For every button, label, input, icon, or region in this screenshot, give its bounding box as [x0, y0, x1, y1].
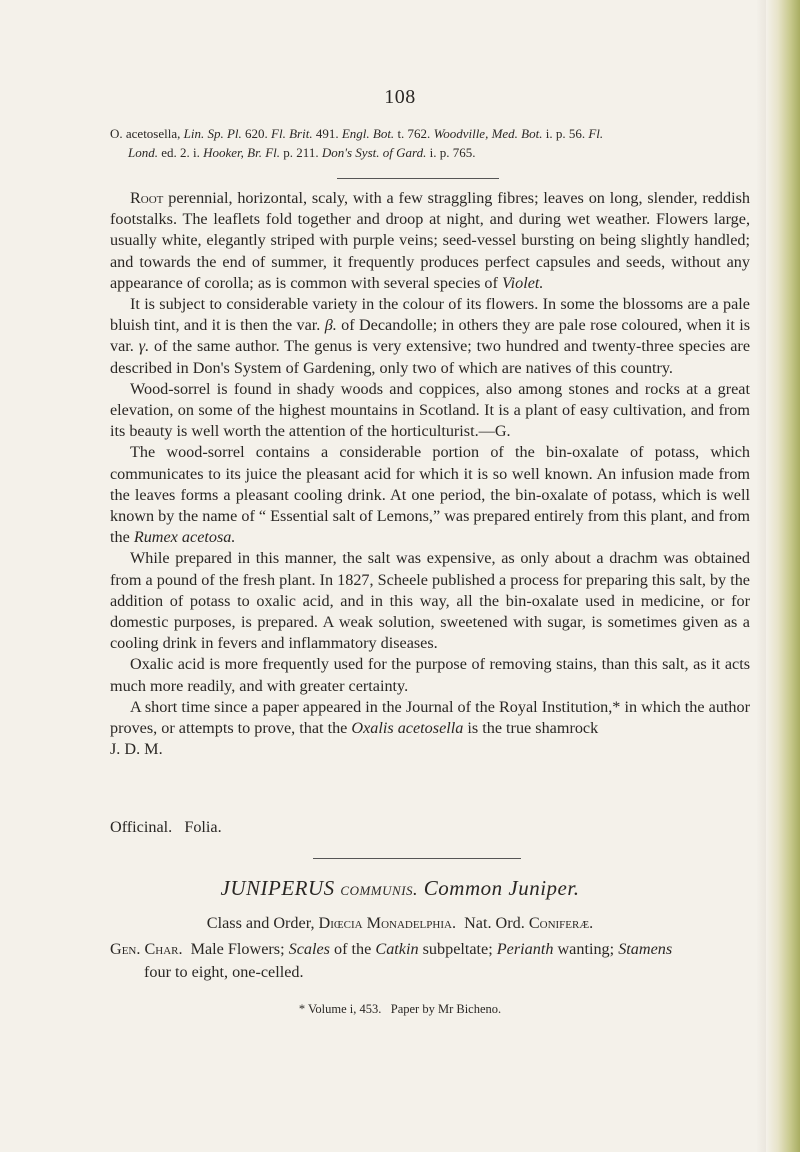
paragraph-oxalic-acid: Oxalic acid is more frequently used for the purpose of removing stains, than this salt, as it acts much more readily, and with greater certainty.: [110, 655, 750, 695]
references-line-2: Lond. ed. 2. i. Hooker, Br. Fl. p. 211. Don's Syst. of Gard. i. p. 765.: [128, 145, 476, 160]
genus-name: JUNIPERUS: [220, 876, 335, 900]
paragraph-preparation: While prepared in this manner, the salt was expensive, as only about a drachm was obtained from a pound of the fresh plant. In 1827, Scheele published a process for preparing this salt, by the addition of potass to oxalic acid, and in this way, all the bin-oxalate used in medicine, or for domestic purposes, is prepared. A weak solution, sweetened with sugar, is sometimes given as a cooling drink in fevers and inflammatory diseases.: [110, 549, 750, 653]
species-heading: [0, 876, 800, 901]
page-number: 108: [384, 86, 416, 108]
paragraph-variety: It is subject to considerable variety in the colour of its flowers. In some the blossoms are a pale bluish tint, and it is then the var. β. of Decandolle; in others they are pale rose coloured, when it is var. γ. of the same author. The genus is very extensive; two hundred and twenty-three species are described in Don's System of Gardening, only two of which are natives of this country.: [110, 295, 751, 377]
footnote: * Volume i, 453. Paper by Mr Bicheno.: [298, 1002, 502, 1016]
paragraph-root: Root perennial, horizontal, scaly, with a few straggling fibres; leaves on long, slender, reddish footstalks. The leaflets fold together and droop at night, and during wet weather. Flowers large, usually white, elegantly striped with purple veins; seed-vessel bursting on being slightly handled; and towards the end of summer, it frequently produces perfect capsules and seeds, without any appearance of corolla; as is common with several species of Violet.: [110, 189, 750, 292]
common-name: Common Juniper.: [423, 876, 580, 900]
generic-character-line-1: Gen. Char. Male Flowers; Scales of the Catkin subpeltate; Perianth wanting; Stamens: [110, 940, 673, 958]
generic-character: [110, 938, 750, 984]
generic-character-line-2: four to eight, one-celled.: [144, 963, 304, 981]
references-block: [110, 124, 750, 162]
paragraph-shamrock: A short time since a paper appeared in the Journal of the Royal Institution,* in which the author proves, or attempts to prove, that the Oxalis acetosella is the true shamrock: [110, 697, 750, 738]
page-edge: [766, 0, 800, 1152]
officinal-line: Officinal. Folia.: [110, 818, 222, 836]
page-edge-shadow: [756, 0, 766, 1152]
references-line-1: O. acetosella, Lin. Sp. Pl. 620. Fl. Brit. 491. Engl. Bot. t. 762. Woodville, Med. Bot. i. p. 56. Fl.: [110, 126, 604, 141]
paragraph-habitat: Wood-sorrel is found in shady woods and coppices, also among stones and rocks at a great elevation, on some of the highest mountains in Scotland. It is a plant of easy cultivation, and from its beauty is well worth the attention of the horticulturist.—G.: [110, 379, 750, 441]
species-epithet: communis.: [340, 879, 419, 899]
classification-line: Class and Order, Diœcia Monadelphia. Nat. Ord. Coniferæ.: [206, 914, 594, 932]
paragraph-chemistry: The wood-sorrel contains a considerable portion of the bin-oxalate of potass, which communicates to its juice the pleasant acid for which it is so well known. An infusion made from the leaves forms a pleasant cooling drink. At one period, the bin-oxalate of potass, which is well known by the name of “ Essential salt of Lemons,” was prepared entirely from this plant, and from the Rumex acetosa.: [110, 443, 750, 547]
section-divider-bottom: [313, 858, 521, 859]
body-text: [110, 188, 750, 760]
section-divider-top: [337, 178, 499, 179]
signature: J. D. M.: [110, 740, 163, 759]
